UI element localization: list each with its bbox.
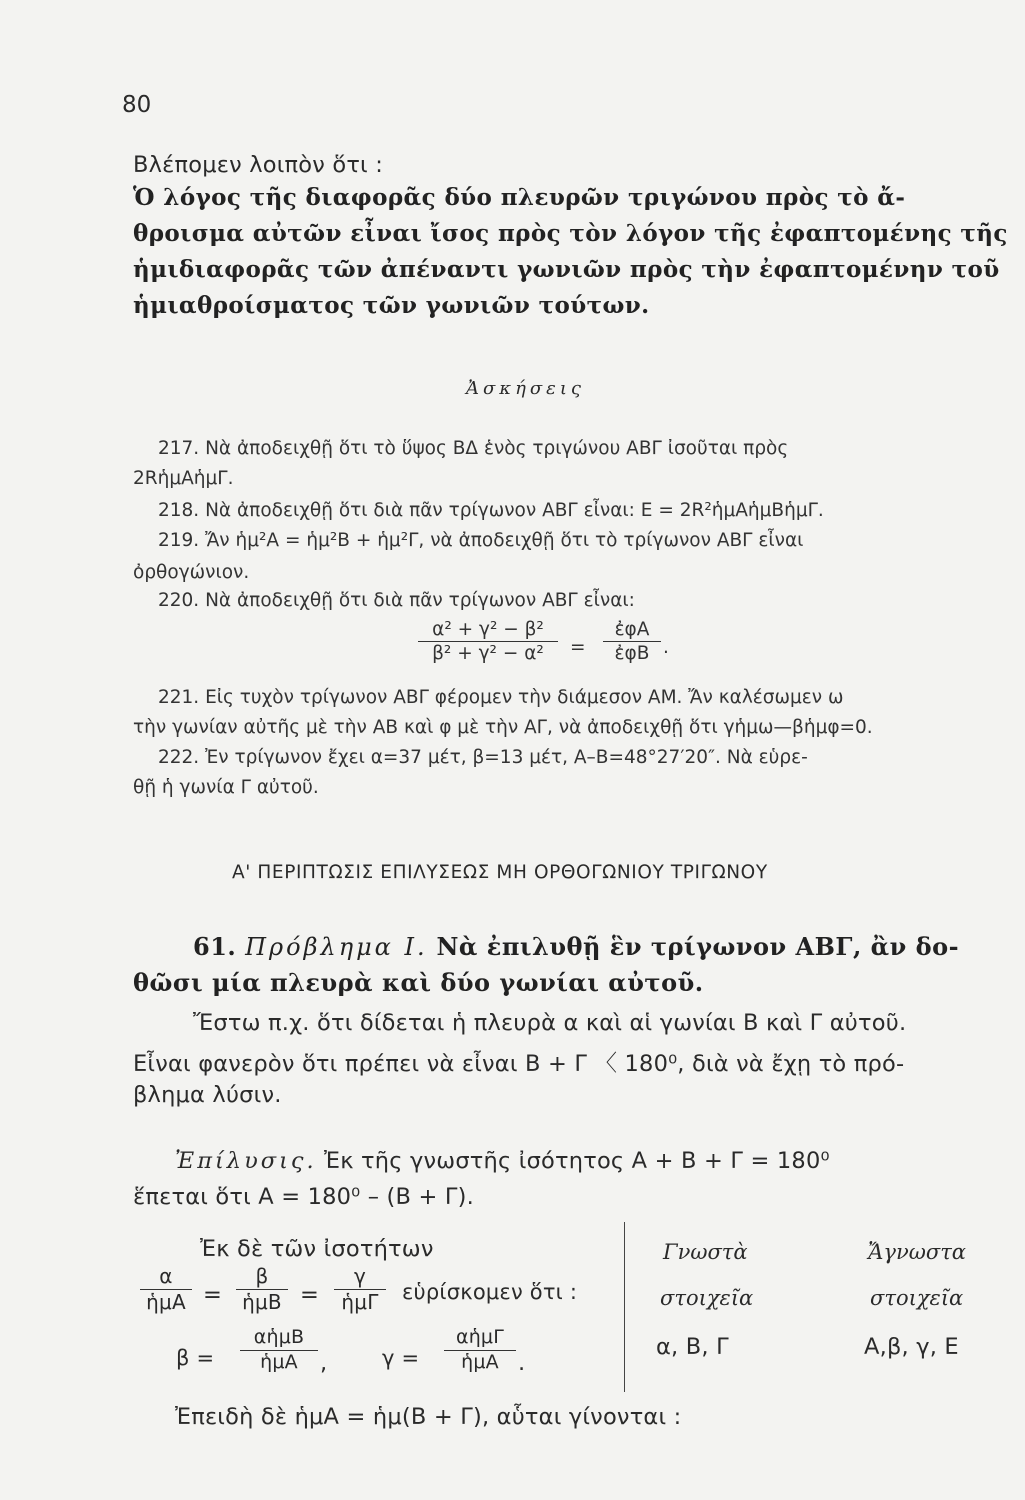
- problem-text-line-2: θῶσι μία πλευρὰ καὶ δύο γωνίαι αὐτοῦ.: [133, 968, 704, 997]
- fraction-numerator: α: [159, 1264, 173, 1288]
- page-number: 80: [122, 92, 152, 118]
- exercise-219-line-2: ὀρθογώνιον.: [133, 562, 250, 583]
- exercise-217-line-2: 2RἡμΑἡμΓ.: [133, 468, 234, 489]
- ex220-lhs-numerator: α² + γ² − β²: [432, 619, 544, 640]
- solution-label: Ἐπίλυσις.: [175, 1148, 317, 1174]
- theorem-line-4: ἡμιαθροίσματος τῶν γωνιῶν τούτων.: [133, 292, 650, 319]
- exercise-222-line-2: θῇ ἡ γωνία Γ αὐτοῦ.: [133, 777, 319, 798]
- gamma-period: .: [518, 1350, 526, 1376]
- fraction-numerator: αἡμΒ: [253, 1326, 305, 1348]
- theorem-line-1: Ὁ λόγος τῆς διαφορᾶς δύο πλευρῶν τριγώνου πρὸς τὸ ἄ-: [133, 184, 906, 211]
- fraction-numerator: β: [255, 1264, 269, 1288]
- problem-number: 61.: [193, 932, 237, 961]
- exercise-217-line-1: 217. Νὰ ἀποδειχθῇ ὅτι τὸ ὕψος ΒΔ ἑνὸς τριγώνου ΑΒΓ ἰσοῦται πρὸς: [158, 438, 789, 459]
- exercise-221-line-1: 221. Εἰς τυχὸν τρίγωνον ΑΒΓ φέρομεν τὴν διάμεσον ΑΜ. Ἄν καλέσωμεν ω: [158, 687, 844, 708]
- theorem-line-3: ἡμιδιαφορᾶς τῶν ἀπέναντι γωνιῶν πρὸς τὴν ἐφαπτομένην τοῦ: [133, 256, 1000, 283]
- solution-line-1: [175, 1148, 830, 1174]
- equals-sign: =: [203, 1282, 223, 1308]
- ex220-rhs-numerator: ἐφΑ: [614, 619, 650, 640]
- sine-law-tail: εὑρίσκομεν ὅτι :: [402, 1280, 578, 1304]
- problem-heading-line-1: [193, 932, 959, 961]
- known-header-2: στοιχεῖα: [660, 1286, 754, 1310]
- solution-line-1-text: Ἐκ τῆς γνωστῆς ἰσότητος Α + Β + Γ = 180⁰: [324, 1148, 830, 1174]
- theorem-line-2: θροισμα αὐτῶν εἶναι ἴσος πρὸς τὸν λόγον τῆς ἐφαπτομένης τῆς: [133, 220, 1008, 247]
- exercise-218: 218. Νὰ ἀποδειχθῇ ὅτι διὰ πᾶν τρίγωνον ΑΒΓ εἶναι: Ε = 2R²ἡμΑἡμΒἡμΓ.: [158, 500, 824, 521]
- beta-comma: ,: [320, 1350, 328, 1376]
- exercise-220: 220. Νὰ ἀποδειχθῇ ὅτι διὰ πᾶν τρίγωνον ΑΒΓ εἶναι:: [158, 590, 635, 611]
- beta-fraction: [240, 1328, 318, 1373]
- problem-label: Πρόβλημα Ι.: [245, 933, 428, 961]
- equals-sign: =: [300, 1282, 320, 1308]
- exercises-heading: Ἀσκήσεις: [466, 378, 585, 399]
- problem-text-line-1: Νὰ ἐπιλυθῇ ἓν τρίγωνον ΑΒΓ, ἂν δο-: [436, 932, 960, 961]
- exercise-219-line-1: 219. Ἄν ἡμ²Α = ἡμ²Β + ἡμ²Γ, νὰ ἀποδειχθῇ ὅτι τὸ τρίγωνον ΑΒΓ εἶναι: [158, 530, 804, 551]
- ex220-rhs-fraction: [603, 620, 661, 664]
- ex220-rhs-denominator: ἐφΒ: [614, 643, 650, 665]
- paragraph-1-line-3: βλημα λύσιν.: [133, 1082, 282, 1108]
- unknown-header-2: στοιχεῖα: [870, 1286, 964, 1310]
- ex220-lhs-denominator: β² + γ² − α²: [432, 643, 544, 665]
- fraction-denominator: ἡμΑ: [146, 1290, 186, 1314]
- beta-lhs: β =: [176, 1346, 215, 1370]
- section-heading: Α' ΠΕΡΙΠΤΩΣΙΣ ΕΠΙΛΥΣΕΩΣ ΜΗ ΟΡΘΟΓΩΝΙΟΥ ΤΡΙΓΩΝΟΥ: [232, 862, 768, 883]
- ex220-equals: =: [570, 637, 586, 658]
- last-line: Ἐπειδὴ δὲ ἡμΑ = ἡμ(Β + Γ), αὗται γίνονται :: [175, 1404, 682, 1430]
- unknown-values: Α,β, γ, Ε: [864, 1334, 959, 1360]
- gamma-fraction: [444, 1328, 516, 1373]
- paragraph-1-line-1: Ἔστω π.χ. ὅτι δίδεται ἡ πλευρὰ α καὶ αἱ γωνίαι Β καὶ Γ αὐτοῦ.: [193, 1010, 907, 1036]
- fraction-numerator: γ: [353, 1264, 367, 1288]
- fraction-bar: [603, 641, 661, 642]
- solution-line-2: ἕπεται ὅτι Α = 180⁰ – (Β + Γ).: [133, 1184, 474, 1210]
- table-divider: [624, 1222, 625, 1392]
- ex220-lhs-fraction: [418, 620, 558, 664]
- gamma-lhs: γ =: [382, 1346, 420, 1370]
- known-values: α, Β, Γ: [656, 1334, 729, 1360]
- unknown-header-1: Ἄγνωστα: [868, 1240, 966, 1264]
- sine-law-fraction-3: [334, 1266, 386, 1313]
- fraction-denominator: ἡμΓ: [341, 1290, 379, 1314]
- fraction-denominator: ἡμΒ: [242, 1290, 282, 1314]
- exercise-222-line-1: 222. Ἐν τρίγωνον ἔχει α=37 μέτ, β=13 μέτ, Α–Β=48°27′20″. Νὰ εὑρε-: [158, 747, 808, 768]
- fraction-bar: [418, 641, 558, 642]
- from-equalities: Ἐκ δὲ τῶν ἰσοτήτων: [200, 1236, 434, 1262]
- paragraph-1-line-2: Εἶναι φανερὸν ὅτι πρέπει νὰ εἶναι Β + Γ 〈 180⁰, διὰ νὰ ἔχῃ τὸ πρό-: [133, 1051, 905, 1077]
- known-header-1: Γνωστὰ: [663, 1240, 748, 1264]
- sine-law-fraction-2: [236, 1266, 288, 1313]
- fraction-denominator: ἡμΑ: [260, 1350, 298, 1373]
- exercise-221-line-2: τὴν γωνίαν αὐτῆς μὲ τὴν ΑΒ καὶ φ μὲ τὴν ΑΓ, νὰ ἀποδειχθῇ ὅτι γἡμω—βἡμφ=0.: [133, 717, 873, 738]
- fraction-denominator: ἡμΑ: [461, 1350, 499, 1373]
- ex220-period: .: [663, 637, 669, 658]
- sine-law-fraction-1: [140, 1266, 192, 1313]
- intro-line: Βλέπομεν λοιπὸν ὅτι :: [133, 152, 384, 178]
- fraction-numerator: αἡμΓ: [455, 1326, 505, 1348]
